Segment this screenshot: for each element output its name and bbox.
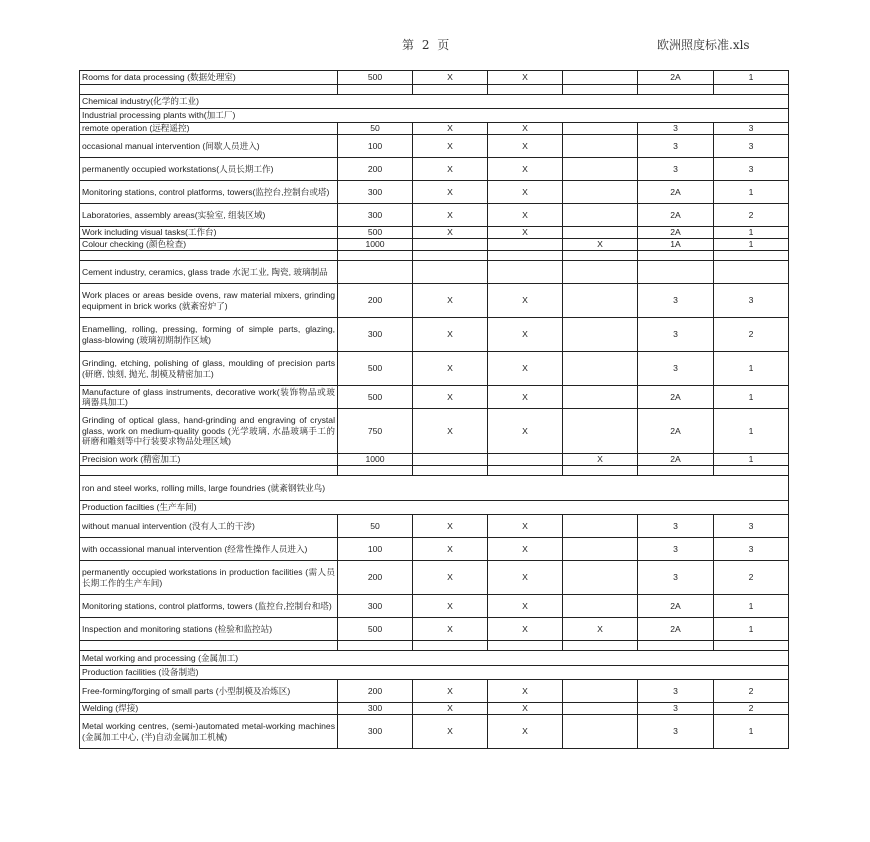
- area-description: Metal working centres, (semi-)automated metal-working machines (金属加工中心, (半)自动金属加工机械): [80, 715, 338, 749]
- value-cell: 50: [338, 123, 413, 135]
- value-cell: X: [488, 386, 563, 409]
- table-row: [80, 352, 789, 386]
- table-row: [80, 181, 789, 204]
- area-description: Enamelling, rolling, pressing, forming of simple parts, glazing, glass-blowing (玻璃初期制作区域): [80, 318, 338, 352]
- empty-cell: [563, 251, 638, 261]
- value-cell: [563, 715, 638, 749]
- value-cell: 500: [338, 386, 413, 409]
- empty-cell: [413, 641, 488, 651]
- value-cell: 3: [638, 680, 714, 703]
- empty-cell: [563, 85, 638, 95]
- empty-cell: [338, 641, 413, 651]
- section-row: [80, 109, 789, 123]
- value-cell: 300: [338, 703, 413, 715]
- spacer-row: [80, 85, 789, 95]
- value-cell: [563, 227, 638, 239]
- value-cell: 300: [338, 181, 413, 204]
- value-cell: 2A: [638, 595, 714, 618]
- value-cell: 1: [714, 352, 789, 386]
- empty-cell: [413, 85, 488, 95]
- value-cell: X: [413, 352, 488, 386]
- value-cell: X: [488, 595, 563, 618]
- value-cell: X: [488, 158, 563, 181]
- area-description: Monitoring stations, control platforms, towers (监控台,控制台和塔): [80, 595, 338, 618]
- value-cell: X: [488, 135, 563, 158]
- value-cell: 2A: [638, 71, 714, 85]
- value-cell: X: [488, 703, 563, 715]
- value-cell: X: [413, 181, 488, 204]
- value-cell: X: [563, 239, 638, 251]
- value-cell: [338, 261, 413, 284]
- value-cell: 2: [714, 703, 789, 715]
- empty-cell: [563, 641, 638, 651]
- value-cell: X: [488, 680, 563, 703]
- value-cell: [563, 71, 638, 85]
- value-cell: X: [488, 71, 563, 85]
- value-cell: 3: [638, 284, 714, 318]
- value-cell: 3: [714, 284, 789, 318]
- value-cell: 3: [638, 135, 714, 158]
- value-cell: 200: [338, 284, 413, 318]
- value-cell: 2A: [638, 386, 714, 409]
- value-cell: X: [413, 204, 488, 227]
- value-cell: X: [413, 284, 488, 318]
- value-cell: X: [413, 123, 488, 135]
- table-row: [80, 409, 789, 454]
- area-description: Grinding, etching, polishing of glass, moulding of precision parts (研磨, 蚀刻, 抛光, 制模及精密加工): [80, 352, 338, 386]
- area-description: Manufacture of glass instruments, decorative work(装饰物品或玻璃器具加工): [80, 386, 338, 409]
- value-cell: 2A: [638, 618, 714, 641]
- area-description: Laboratories, assembly areas(实验室, 组装区域): [80, 204, 338, 227]
- value-cell: 1: [714, 618, 789, 641]
- table-row: [80, 386, 789, 409]
- section-row: [80, 651, 789, 666]
- value-cell: X: [413, 703, 488, 715]
- area-description: Grinding of optical glass, hand-grinding and engraving of crystal glass, work on medium-quality goods (光学玻璃, 水晶玻璃手工的研磨和雕刻等中行装要求物品处理区域): [80, 409, 338, 454]
- table-row: [80, 158, 789, 181]
- table-row: [80, 595, 789, 618]
- table-row: [80, 618, 789, 641]
- value-cell: X: [488, 284, 563, 318]
- value-cell: X: [488, 409, 563, 454]
- section-title: Chemical industry(化学的工业): [80, 95, 789, 109]
- empty-cell: [488, 251, 563, 261]
- value-cell: 2A: [638, 204, 714, 227]
- value-cell: X: [488, 515, 563, 538]
- section-row: [80, 476, 789, 501]
- value-cell: [488, 261, 563, 284]
- value-cell: [563, 703, 638, 715]
- value-cell: X: [413, 71, 488, 85]
- value-cell: 2: [714, 680, 789, 703]
- value-cell: X: [413, 538, 488, 561]
- section-row: [80, 501, 789, 515]
- empty-cell: [638, 466, 714, 476]
- section-title: Industrial processing plants with(加工厂): [80, 109, 789, 123]
- value-cell: [563, 515, 638, 538]
- value-cell: 500: [338, 227, 413, 239]
- value-cell: X: [488, 618, 563, 641]
- value-cell: [563, 135, 638, 158]
- value-cell: 1: [714, 715, 789, 749]
- value-cell: X: [488, 538, 563, 561]
- spacer-row: [80, 466, 789, 476]
- area-description: remote operation (远程遥控): [80, 123, 338, 135]
- empty-cell: [80, 85, 338, 95]
- value-cell: 1: [714, 409, 789, 454]
- empty-cell: [488, 466, 563, 476]
- table-row: [80, 239, 789, 251]
- value-cell: 500: [338, 71, 413, 85]
- empty-cell: [80, 251, 338, 261]
- value-cell: [563, 284, 638, 318]
- value-cell: 1: [714, 71, 789, 85]
- section-row: [80, 95, 789, 109]
- value-cell: 100: [338, 538, 413, 561]
- value-cell: 1A: [638, 239, 714, 251]
- empty-cell: [413, 466, 488, 476]
- value-cell: 300: [338, 318, 413, 352]
- value-cell: [413, 261, 488, 284]
- value-cell: 1000: [338, 454, 413, 466]
- value-cell: X: [563, 454, 638, 466]
- value-cell: 2: [714, 204, 789, 227]
- value-cell: 200: [338, 158, 413, 181]
- table-row: [80, 538, 789, 561]
- area-description: with occassional manual intervention (经常性操作人员进入): [80, 538, 338, 561]
- value-cell: 3: [638, 538, 714, 561]
- table-row: [80, 71, 789, 85]
- table-row: [80, 135, 789, 158]
- table-row: [80, 318, 789, 352]
- area-description: occasional manual intervention (间歇人员进入): [80, 135, 338, 158]
- value-cell: [563, 595, 638, 618]
- illuminance-table: [79, 70, 789, 749]
- value-cell: 1000: [338, 239, 413, 251]
- value-cell: 1: [714, 454, 789, 466]
- table-row: [80, 227, 789, 239]
- value-cell: 3: [638, 158, 714, 181]
- value-cell: 750: [338, 409, 413, 454]
- table-row: [80, 454, 789, 466]
- table-row: [80, 680, 789, 703]
- table-row: [80, 261, 789, 284]
- section-title: ron and steel works, rolling mills, large foundries (就紊钢铁业鸟): [80, 476, 789, 501]
- value-cell: [563, 261, 638, 284]
- value-cell: 3: [638, 561, 714, 595]
- empty-cell: [338, 466, 413, 476]
- section-title: Production facilties (生产车间): [80, 501, 789, 515]
- value-cell: X: [563, 618, 638, 641]
- value-cell: X: [413, 158, 488, 181]
- value-cell: X: [413, 715, 488, 749]
- area-description: Welding (焊接): [80, 703, 338, 715]
- value-cell: X: [488, 181, 563, 204]
- table-row: [80, 561, 789, 595]
- value-cell: X: [488, 561, 563, 595]
- value-cell: 500: [338, 352, 413, 386]
- value-cell: 300: [338, 595, 413, 618]
- value-cell: 50: [338, 515, 413, 538]
- value-cell: X: [413, 409, 488, 454]
- value-cell: [563, 123, 638, 135]
- empty-cell: [338, 85, 413, 95]
- value-cell: [563, 561, 638, 595]
- value-cell: 2A: [638, 454, 714, 466]
- value-cell: [563, 409, 638, 454]
- page-number: 第 2 页: [402, 38, 452, 52]
- value-cell: 3: [638, 318, 714, 352]
- area-description: Precision work (精密加工): [80, 454, 338, 466]
- value-cell: 200: [338, 680, 413, 703]
- value-cell: X: [488, 227, 563, 239]
- value-cell: 2: [714, 318, 789, 352]
- value-cell: 2A: [638, 409, 714, 454]
- empty-cell: [80, 641, 338, 651]
- value-cell: 3: [638, 352, 714, 386]
- area-description: Colour checking (颜色检查): [80, 239, 338, 251]
- empty-cell: [80, 466, 338, 476]
- value-cell: [563, 386, 638, 409]
- value-cell: [413, 239, 488, 251]
- value-cell: 3: [638, 515, 714, 538]
- empty-cell: [563, 466, 638, 476]
- table-row: [80, 715, 789, 749]
- value-cell: [563, 318, 638, 352]
- value-cell: 1: [714, 227, 789, 239]
- value-cell: X: [413, 386, 488, 409]
- value-cell: [638, 261, 714, 284]
- value-cell: X: [413, 515, 488, 538]
- empty-cell: [714, 641, 789, 651]
- value-cell: 3: [714, 123, 789, 135]
- value-cell: 3: [714, 158, 789, 181]
- spacer-row: [80, 251, 789, 261]
- area-description: without manual intervention (没有人工的干涉): [80, 515, 338, 538]
- document-name: 欧洲照度标准.xls: [657, 38, 750, 52]
- value-cell: 300: [338, 715, 413, 749]
- section-row: [80, 666, 789, 680]
- empty-cell: [638, 641, 714, 651]
- area-description: permanently occupied workstations(人员长期工作): [80, 158, 338, 181]
- value-cell: [488, 239, 563, 251]
- value-cell: X: [488, 352, 563, 386]
- value-cell: X: [488, 715, 563, 749]
- value-cell: X: [413, 561, 488, 595]
- value-cell: 1: [714, 386, 789, 409]
- section-title: Metal working and processing (金属加工): [80, 651, 789, 666]
- value-cell: 100: [338, 135, 413, 158]
- table-row: [80, 284, 789, 318]
- area-description: Monitoring stations, control platforms, towers(监控台,控制台或塔): [80, 181, 338, 204]
- area-description: Cement industry, ceramics, glass trade 水泥工业, 陶瓷, 玻璃制品: [80, 261, 338, 284]
- value-cell: [563, 352, 638, 386]
- table-row: [80, 703, 789, 715]
- empty-cell: [338, 251, 413, 261]
- value-cell: [714, 261, 789, 284]
- empty-cell: [714, 85, 789, 95]
- table-row: [80, 123, 789, 135]
- table-row: [80, 204, 789, 227]
- value-cell: 2: [714, 561, 789, 595]
- value-cell: [413, 454, 488, 466]
- value-cell: 2A: [638, 227, 714, 239]
- value-cell: X: [488, 204, 563, 227]
- table-row: [80, 515, 789, 538]
- area-description: Inspection and monitoring stations (检验和监控站): [80, 618, 338, 641]
- value-cell: X: [413, 618, 488, 641]
- value-cell: 1: [714, 239, 789, 251]
- section-title: Production facilities (设备制造): [80, 666, 789, 680]
- value-cell: [563, 158, 638, 181]
- empty-cell: [413, 251, 488, 261]
- spacer-row: [80, 641, 789, 651]
- value-cell: 3: [714, 538, 789, 561]
- value-cell: X: [413, 595, 488, 618]
- value-cell: 3: [638, 703, 714, 715]
- area-description: Work places or areas beside ovens, raw material mixers, grinding equipment in brick works (就紊窑炉了): [80, 284, 338, 318]
- value-cell: 1: [714, 181, 789, 204]
- empty-cell: [714, 251, 789, 261]
- area-description: Rooms for data processing (数据处理室): [80, 71, 338, 85]
- value-cell: 200: [338, 561, 413, 595]
- empty-cell: [488, 85, 563, 95]
- area-description: Work including visual tasks(工作台): [80, 227, 338, 239]
- value-cell: 300: [338, 204, 413, 227]
- value-cell: X: [413, 227, 488, 239]
- empty-cell: [638, 251, 714, 261]
- value-cell: [563, 680, 638, 703]
- value-cell: 3: [638, 123, 714, 135]
- empty-cell: [638, 85, 714, 95]
- value-cell: X: [413, 680, 488, 703]
- empty-cell: [488, 641, 563, 651]
- area-description: Free-forming/forging of small parts (小型制模及冶炼区): [80, 680, 338, 703]
- value-cell: 3: [638, 715, 714, 749]
- value-cell: X: [488, 123, 563, 135]
- value-cell: [563, 538, 638, 561]
- value-cell: 3: [714, 135, 789, 158]
- value-cell: X: [413, 318, 488, 352]
- value-cell: X: [488, 318, 563, 352]
- value-cell: 3: [714, 515, 789, 538]
- value-cell: 2A: [638, 181, 714, 204]
- value-cell: 500: [338, 618, 413, 641]
- value-cell: X: [413, 135, 488, 158]
- value-cell: 1: [714, 595, 789, 618]
- area-description: permanently occupied workstations in production facilities (需人员长期工作的生产车间): [80, 561, 338, 595]
- value-cell: [563, 204, 638, 227]
- value-cell: [488, 454, 563, 466]
- empty-cell: [714, 466, 789, 476]
- value-cell: [563, 181, 638, 204]
